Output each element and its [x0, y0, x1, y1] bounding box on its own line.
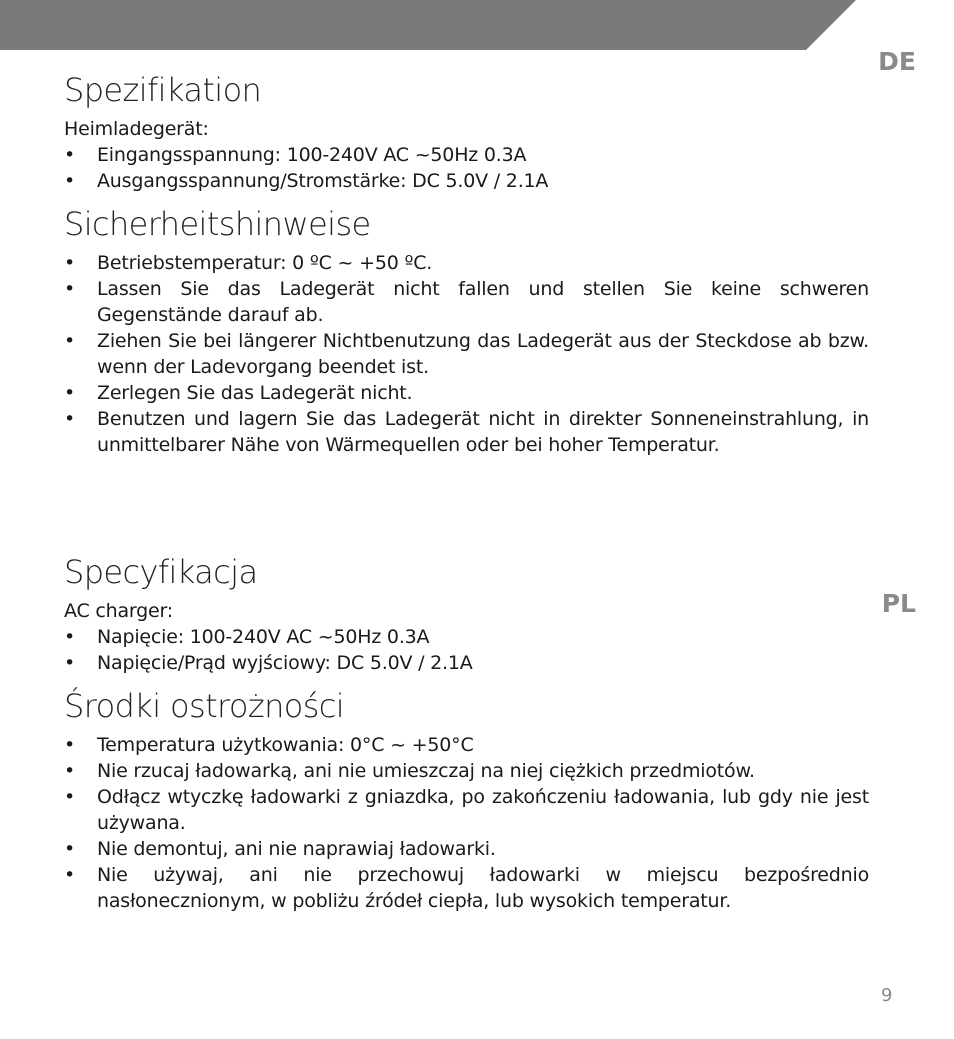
- list-item: [64, 406, 869, 458]
- list-item: [64, 732, 869, 758]
- list-item-text: Napięcie: 100-240V AC ~50Hz 0.3A: [97, 626, 430, 648]
- bullet: •: [64, 626, 76, 648]
- spec-list-de: [64, 142, 869, 194]
- section-de: [64, 70, 869, 458]
- list-item-text: Napięcie/Prąd wyjściowy: DC 5.0V / 2.1A: [97, 652, 473, 674]
- spec-list-pl: [64, 624, 869, 676]
- bullet: •: [64, 170, 76, 192]
- section-pl: [64, 552, 869, 914]
- list-item-text: Ziehen Sie bei längerer Nichtbenutzung das Ladegerät aus der Steckdose ab bzw. wenn der Ladevorgang beendet ist.: [97, 330, 869, 378]
- list-item: [64, 276, 869, 328]
- bullet: •: [64, 838, 76, 860]
- language-tag-pl: PL: [881, 589, 916, 618]
- list-item: [64, 328, 869, 380]
- list-item: [64, 650, 869, 676]
- list-item-text: Benutzen und lagern Sie das Ladegerät nicht in direkter Sonneneinstrahlung, in unmittelbarer Nähe von Wärmequellen oder bei hoher Temperatur.: [97, 408, 869, 456]
- list-item: [64, 380, 869, 406]
- list-item: [64, 142, 869, 168]
- bullet: •: [64, 278, 76, 300]
- list-item: [64, 624, 869, 650]
- list-item-text: Ausgangsspannung/Stromstärke: DC 5.0V / 2.1A: [97, 170, 549, 192]
- list-item-text: Lassen Sie das Ladegerät nicht fallen und stellen Sie keine schweren Gegenstände darauf ab.: [97, 278, 869, 326]
- bullet: •: [64, 408, 76, 430]
- safety-list-pl: [64, 732, 869, 914]
- list-item-text: Temperatura użytkowania: 0°C ~ +50°C: [97, 734, 474, 756]
- bullet: •: [64, 144, 76, 166]
- bullet: •: [64, 760, 76, 782]
- bullet: •: [64, 864, 76, 886]
- header-band: [0, 0, 954, 50]
- spec-subtitle-de: Heimladegerät:: [64, 118, 209, 140]
- list-item-text: Zerlegen Sie das Ladegerät nicht.: [97, 382, 413, 404]
- bullet: •: [64, 734, 76, 756]
- list-item-text: Nie rzucaj ładowarką, ani nie umieszczaj na niej ciężkich przedmiotów.: [97, 760, 755, 782]
- list-item: [64, 784, 869, 836]
- bullet: •: [64, 330, 76, 352]
- bullet: •: [64, 786, 76, 808]
- bullet: •: [64, 652, 76, 674]
- safety-title-pl: Środki ostrożności: [64, 687, 345, 725]
- spec-title-de: Spezifikation: [64, 71, 262, 109]
- list-item: [64, 836, 869, 862]
- header-band-shape: [0, 0, 856, 50]
- list-item: [64, 758, 869, 784]
- list-item: [64, 250, 869, 276]
- language-tag-de: DE: [878, 47, 916, 76]
- spec-title-pl: Specyfikacja: [64, 553, 258, 591]
- bullet: •: [64, 252, 76, 274]
- list-item-text: Nie demontuj, ani nie naprawiaj ładowarki.: [97, 838, 496, 860]
- safety-title-de: Sicherheitshinweise: [64, 205, 371, 243]
- page-number: 9: [881, 985, 893, 1006]
- list-item: [64, 168, 869, 194]
- bullet: •: [64, 382, 76, 404]
- safety-list-de: [64, 250, 869, 458]
- list-item-text: Eingangsspannung: 100-240V AC ~50Hz 0.3A: [97, 144, 527, 166]
- list-item-text: Betriebstemperatur: 0 ºC ~ +50 ºC.: [97, 252, 433, 274]
- spec-subtitle-pl: AC charger:: [64, 600, 174, 622]
- list-item: [64, 862, 869, 914]
- list-item-text: Odłącz wtyczkę ładowarki z gniazdka, po zakończeniu ładowania, lub gdy nie jest używana.: [97, 786, 869, 834]
- list-item-text: Nie używaj, ani nie przechowuj ładowarki w miejscu bezpośrednio nasłonecznionym, w pobliżu źródeł ciepła, lub wysokich temperatur.: [97, 864, 869, 912]
